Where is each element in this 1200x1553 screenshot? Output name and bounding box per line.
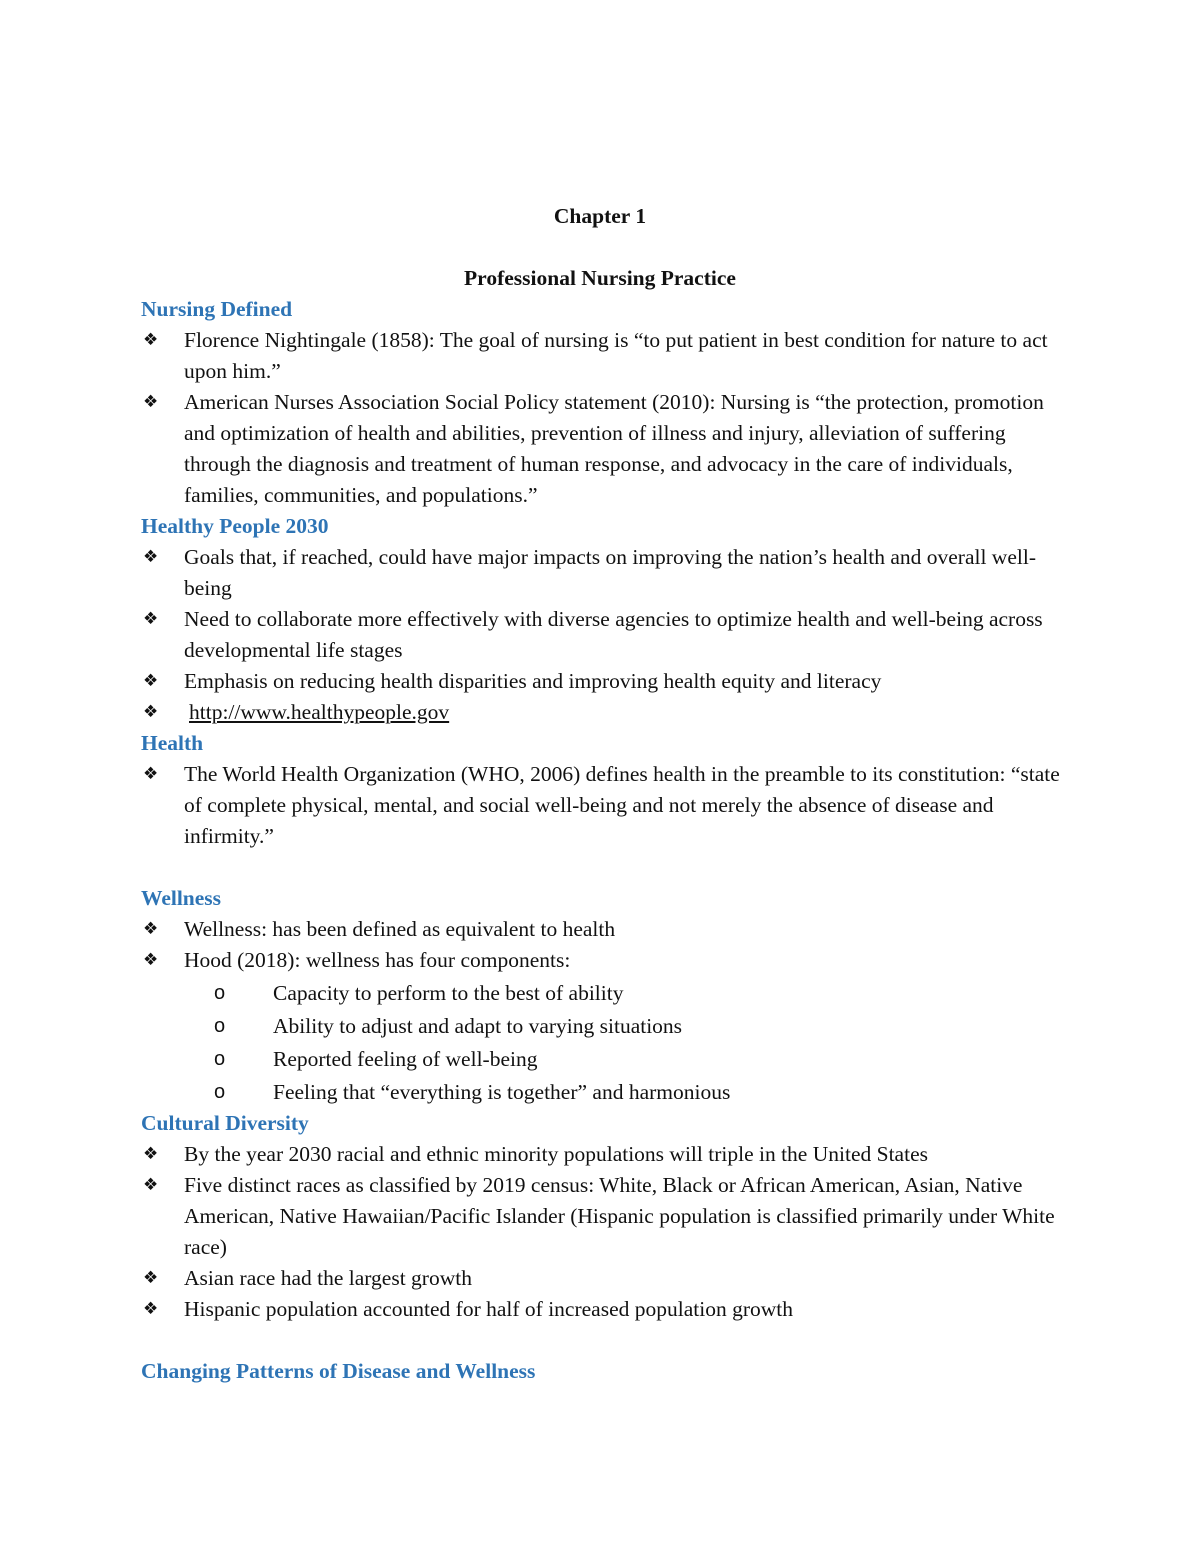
list-item	[141, 1294, 1061, 1325]
wellness-list	[141, 914, 1061, 976]
list-item-text: Florence Nightingale (1858): The goal of nursing is “to put patient in best condition for nature to act upon him.”	[184, 328, 1048, 383]
list-item-text: Need to collaborate more effectively with diverse agencies to optimize health and well-being across developmental life stages	[184, 607, 1043, 662]
list-item	[141, 325, 1061, 387]
section-heading-healthy-people: Healthy People 2030	[141, 514, 329, 538]
diamond-bullet-icon: ❖	[143, 671, 159, 691]
diamond-bullet-icon: ❖	[143, 1299, 159, 1319]
section-heading-wellness: Wellness	[141, 886, 222, 910]
list-item	[141, 1170, 1061, 1263]
diamond-bullet-icon: ❖	[143, 609, 159, 629]
healthy-people-list	[141, 542, 1061, 728]
sub-list-item	[141, 978, 1061, 1009]
list-item-text: By the year 2030 racial and ethnic minority populations will triple in the United States	[184, 1142, 928, 1166]
list-item-text: Hispanic population accounted for half of increased population growth	[184, 1297, 793, 1321]
health-list	[141, 759, 1061, 852]
list-item	[141, 697, 1061, 728]
list-item	[141, 759, 1061, 852]
healthy-people-link[interactable]: http://www.healthypeople.gov	[189, 700, 450, 724]
sub-list-item	[141, 1044, 1061, 1075]
circle-bullet-icon: o	[214, 1048, 226, 1070]
blank-line	[141, 852, 1061, 883]
diamond-bullet-icon: ❖	[143, 1268, 159, 1288]
section-heading-nursing-defined: Nursing Defined	[141, 297, 293, 321]
diamond-bullet-icon: ❖	[143, 1144, 159, 1164]
list-item-text: Hood (2018): wellness has four components:	[184, 948, 571, 972]
sub-list-item	[141, 1077, 1061, 1108]
title-gap	[141, 232, 1061, 263]
sub-list-item	[141, 1011, 1061, 1042]
diamond-bullet-icon: ❖	[143, 392, 159, 412]
diamond-bullet-icon: ❖	[143, 1175, 159, 1195]
nursing-defined-list	[141, 325, 1061, 511]
diamond-bullet-icon: ❖	[143, 950, 159, 970]
list-item	[141, 945, 1061, 976]
list-item	[141, 1139, 1061, 1170]
diamond-bullet-icon: ❖	[143, 702, 159, 722]
list-item	[141, 387, 1061, 511]
diamond-bullet-icon: ❖	[143, 764, 159, 784]
list-item	[141, 914, 1061, 945]
diamond-bullet-icon: ❖	[143, 547, 159, 567]
section-heading-health: Health	[141, 731, 204, 755]
list-item-text: Wellness: has been defined as equivalent to health	[184, 917, 616, 941]
circle-bullet-icon: o	[214, 982, 226, 1004]
list-item	[141, 1263, 1061, 1294]
list-item-text: Emphasis on reducing health disparities and improving health equity and literacy	[184, 669, 882, 693]
list-item-text: The World Health Organization (WHO, 2006) defines health in the preamble to its constitution: “state of complete physical, mental, and social well-being and not merely the absence of disease and infirmity.”	[184, 762, 1060, 848]
list-item-text: Five distinct races as classified by 2019 census: White, Black or African American, Asian, Native American, Native Hawaiian/Pacific Islander (Hispanic population is classified primarily under White race)	[184, 1173, 1055, 1259]
list-item	[141, 604, 1061, 666]
section-heading-cultural-diversity: Cultural Diversity	[141, 1111, 309, 1135]
circle-bullet-icon: o	[214, 1015, 226, 1037]
diamond-bullet-icon: ❖	[143, 919, 159, 939]
chapter-title: Chapter 1	[553, 204, 647, 228]
list-item-text: American Nurses Association Social Policy statement (2010): Nursing is “the protection, promotion and optimization of health and abilities, prevention of illness and injury, alleviation of suffering through the diagnosis and treatment of human response, and advocacy in the care of individuals, families, communities, and populations.”	[184, 390, 1044, 507]
cultural-diversity-list	[141, 1139, 1061, 1325]
blank-line	[141, 1325, 1061, 1356]
list-item	[141, 542, 1061, 604]
list-item	[141, 666, 1061, 697]
circle-bullet-icon: o	[214, 1081, 226, 1103]
diamond-bullet-icon: ❖	[143, 330, 159, 350]
sub-list-item-text: Feeling that “everything is together” and harmonious	[273, 1080, 731, 1104]
list-item-text: Asian race had the largest growth	[184, 1266, 472, 1290]
section-heading-changing-patterns: Changing Patterns of Disease and Wellness	[141, 1359, 536, 1383]
list-item-text: Goals that, if reached, could have major impacts on improving the nation’s health and overall well-being	[184, 545, 1036, 600]
sub-list-item-text: Ability to adjust and adapt to varying situations	[273, 1014, 683, 1038]
document-subtitle: Professional Nursing Practice	[464, 266, 736, 290]
document-page	[141, 201, 1061, 1387]
sub-list-item-text: Reported feeling of well-being	[273, 1047, 538, 1071]
sub-list-item-text: Capacity to perform to the best of ability	[273, 981, 624, 1005]
wellness-components-list	[141, 978, 1061, 1108]
